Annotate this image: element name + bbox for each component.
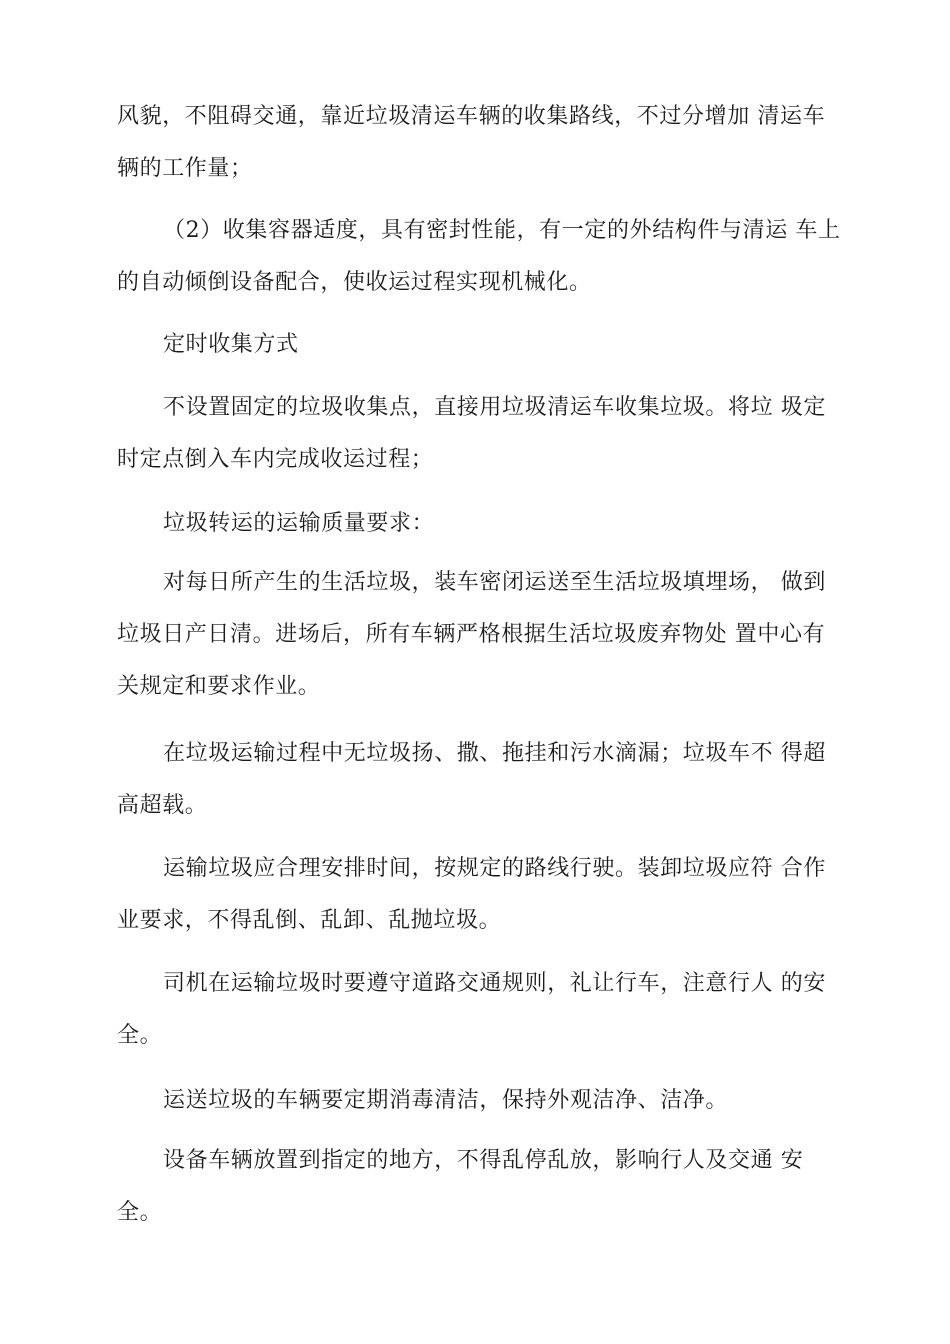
- paragraph-7: [117, 728, 847, 832]
- text-line: 设备车辆放置到指定的地方，不得乱停乱放，影响行人及交通 安: [163, 1148, 804, 1173]
- text-line: （2）收集容器适度，具有密封性能，有一定的外结构件与清运 车上: [163, 218, 841, 243]
- paragraph-11: [117, 1135, 847, 1239]
- text-line: 业要求，不得乱倒、乱卸、乱抛垃圾。: [117, 908, 502, 933]
- paragraph-9: [117, 958, 847, 1062]
- text-line: 的自动倾倒设备配合，使收运过程实现机械化。: [117, 270, 592, 295]
- paragraph-5: [117, 498, 847, 550]
- text-line: 风貌，不阻碍交通，靠近垃圾清运车辆的收集路线，不过分增加 清运车: [117, 104, 826, 129]
- paragraph-8: [117, 843, 847, 947]
- text-line: 全。: [117, 1023, 163, 1048]
- paragraph-10: [117, 1075, 847, 1127]
- text-line: 关规定和要求作业。: [117, 674, 321, 699]
- paragraph-6: [117, 557, 847, 713]
- text-line: 高超载。: [117, 793, 208, 818]
- text-line: 运送垃圾的车辆要定期消毒清洁，保持外观洁净、洁净。: [163, 1088, 729, 1113]
- text-line: 垃圾转运的运输质量要求：: [163, 511, 435, 536]
- text-line: 对每日所产生的生活垃圾，装车密闭运送至生活垃圾填埋场， 做到: [163, 570, 826, 595]
- text-line: 全。: [117, 1200, 163, 1225]
- text-line: 辆的工作量；: [117, 156, 253, 181]
- paragraph-3: [117, 319, 847, 371]
- text-line: 在垃圾运输过程中无垃圾扬、撒、拖挂和污水滴漏；垃圾车不 得超: [163, 741, 826, 766]
- text-line: 时定点倒入车内完成收运过程；: [117, 447, 434, 472]
- text-line: 垃圾日产日清。进场后，所有车辆严格根据生活垃圾废弃物处 置中心有: [117, 622, 826, 647]
- paragraph-2: [117, 205, 847, 309]
- paragraph-4: [117, 382, 847, 486]
- text-line: 运输垃圾应合理安排时间，按规定的路线行驶。装卸垃圾应符 合作: [163, 856, 826, 881]
- text-line: 定时收集方式: [163, 332, 299, 357]
- text-line: 不设置固定的垃圾收集点，直接用垃圾清运车收集垃圾。将垃 圾定: [163, 395, 826, 420]
- text-line: 司机在运输垃圾时要遵守道路交通规则，礼让行车，注意行人 的安: [163, 971, 826, 996]
- paragraph-1: [117, 91, 847, 195]
